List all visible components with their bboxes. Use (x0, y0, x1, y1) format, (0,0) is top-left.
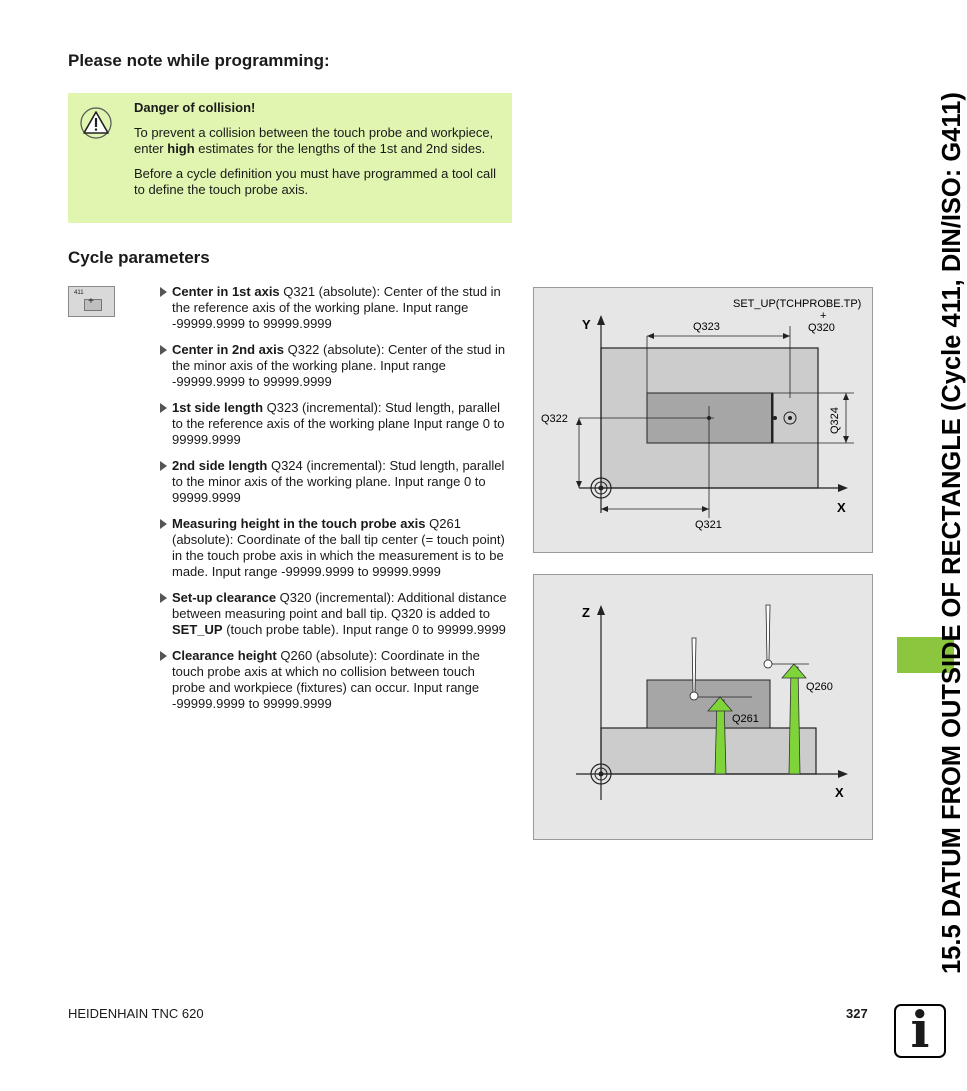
fig1-q324: Q324 (829, 407, 841, 434)
fig2-axis-x: X (835, 785, 844, 800)
fig1-setup-label: SET_UP(TCHPROBE.TP) (733, 298, 862, 310)
figure-xy-plane (533, 287, 873, 553)
fig1-axis-y: Y (582, 317, 591, 332)
params-heading: Cycle parameters (68, 248, 210, 267)
collision-warning (68, 93, 512, 223)
param-q321: Center in 1st axis Q321 (absolute): Center of the stud in the reference axis of the working plane. Input range -99999.9999 to 99999.9999 (159, 284, 511, 332)
fig1-setup-plus: + (820, 310, 827, 322)
figure-xz-plane (533, 574, 873, 840)
arrow-icon (160, 287, 167, 297)
fig1-q321: Q321 (695, 519, 722, 531)
note-heading: Please note while programming: (68, 51, 330, 70)
fig1-axis-x: X (837, 500, 846, 515)
cycle-icon-plus: + (88, 296, 94, 307)
fig2-q261: Q261 (732, 713, 759, 725)
param-q261: Measuring height in the touch probe axis Q261 (absolute): Coordinate of the ball tip center (= touch point) in the touch probe axis in which the measurement is to be made. Input range -99999.9999 to 99999.9999 (159, 516, 511, 580)
cycle-icon-label: 411 (74, 290, 84, 296)
warning-triangle-icon (78, 107, 114, 139)
info-icon (894, 1000, 946, 1059)
param-q320: Set-up clearance Q320 (incremental): Additional distance between measuring point and ball tip. Q320 is added to SET_UP (touch probe table). Input range 0 to 99999.9999 (159, 590, 511, 638)
warning-text-2: Before a cycle definition you must have programmed a tool call to define the touch probe axis. (134, 166, 497, 197)
side-chapter-title: 15.5 DATUM FROM OUTSIDE OF RECTANGLE (Cycle 411, DIN/ISO: G411) (938, 92, 966, 974)
param-q260: Clearance height Q260 (absolute): Coordinate in the touch probe axis at which no collision between touch probe and workpiece (fixtures) can occur. Input range -99999.9999 to 99999.9999 (159, 648, 511, 712)
arrow-icon (160, 519, 167, 529)
fig2-q260: Q260 (806, 681, 833, 693)
arrow-icon (160, 593, 167, 603)
footer-product: HEIDENHAIN TNC 620 (68, 1006, 204, 1021)
fig1-q320: Q320 (808, 322, 835, 334)
page-number: 327 (846, 1006, 868, 1021)
param-q323: 1st side length Q323 (incremental): Stud length, parallel to the reference axis of the working plane Input range 0 to 99999.9999 (159, 400, 511, 448)
info-glyph: i (910, 1000, 930, 1059)
parameter-list (159, 284, 511, 722)
arrow-icon (160, 403, 167, 413)
fig1-q322: Q322 (541, 413, 568, 425)
warning-text-1: To prevent a collision between the touch probe and workpiece, enter high estimates for the lengths of the 1st and 2nd sides. (134, 125, 494, 156)
cycle-411-icon (68, 286, 115, 317)
warning-title: Danger of collision! (134, 100, 256, 115)
fig2-axis-z: Z (582, 605, 590, 620)
arrow-icon (160, 461, 167, 471)
arrow-icon (160, 345, 167, 355)
param-q322: Center in 2nd axis Q322 (absolute): Center of the stud in the minor axis of the working plane. Input range -99999.9999 to 99999.9999 (159, 342, 511, 390)
param-q324: 2nd side length Q324 (incremental): Stud length, parallel to the minor axis of the working plane. Input range 0 to 99999.9999 (159, 458, 511, 506)
arrow-icon (160, 651, 167, 661)
fig1-q323: Q323 (693, 321, 720, 333)
